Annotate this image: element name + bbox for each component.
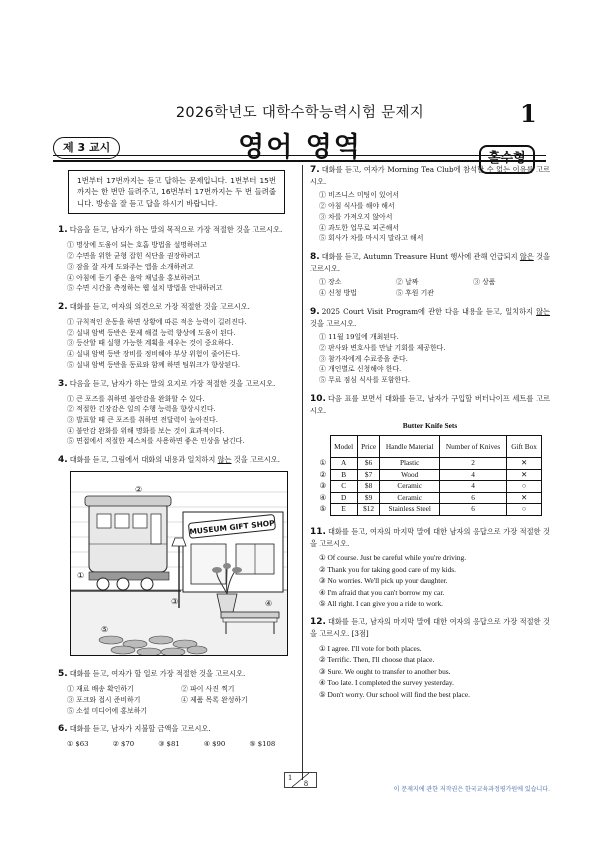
answer-options bbox=[58, 739, 295, 750]
table-row[interactable] bbox=[316, 469, 542, 481]
question-stem-underlined: 않는 bbox=[536, 306, 550, 316]
answer-options bbox=[58, 317, 295, 371]
cell-price: $12 bbox=[357, 504, 380, 516]
option-3[interactable]: ③ 잠을 잘 자게 도와주는 앱을 소개하려고 bbox=[67, 262, 194, 271]
answer-options bbox=[310, 552, 550, 609]
option-2[interactable]: ② 적절한 긴장감은 일의 수행 능력을 향상시킨다. bbox=[67, 405, 216, 414]
option-5[interactable]: ⑤ $108 bbox=[249, 740, 276, 749]
table-title: Butter Knife Sets bbox=[402, 421, 458, 431]
cell-gift-box: ○ bbox=[507, 504, 542, 516]
cell-material: Ceramic bbox=[380, 492, 440, 504]
left-column bbox=[58, 170, 295, 757]
option-1[interactable]: ① $63 bbox=[67, 740, 89, 749]
answer-options bbox=[310, 190, 550, 244]
cell-gift-box: ✕ bbox=[507, 492, 542, 504]
train-car bbox=[71, 496, 181, 591]
option-5[interactable]: ⑤ 후원 기관 bbox=[396, 289, 434, 298]
option-1[interactable]: ① 큰 포즈를 취하면 불안감을 완화할 수 있다. bbox=[67, 394, 205, 403]
question-stem: 대화를 듣고, 그림에서 대화의 내용과 일치하지 bbox=[69, 455, 218, 465]
header-gift-box: Gift Box bbox=[507, 436, 542, 458]
answer-options bbox=[58, 240, 295, 294]
question-stem-end: 것을 고르시오. bbox=[310, 318, 357, 328]
option-2[interactable]: ② 파이 사진 찍기 bbox=[181, 685, 235, 694]
option-5[interactable]: ⑤ 면접에서 적절한 제스처를 사용하면 좋은 인상을 남긴다. bbox=[67, 437, 245, 446]
cell-model: E bbox=[330, 504, 357, 516]
sign-text: MUSEUM GIFT SHOP bbox=[189, 518, 276, 537]
question-11 bbox=[310, 526, 550, 610]
option-5[interactable]: ⑤ 소셜 미디어에 홍보하기 bbox=[67, 706, 148, 715]
option-3[interactable]: ③ $81 bbox=[158, 740, 180, 749]
option-3[interactable]: ③ 참가자에게 수료증을 준다. bbox=[319, 354, 408, 363]
question-number: 2. bbox=[58, 301, 68, 312]
row-number: ③ bbox=[319, 481, 327, 491]
answer-options bbox=[58, 684, 295, 716]
cell-gift-box: ✕ bbox=[507, 469, 542, 481]
cell-knives: 6 bbox=[439, 504, 506, 516]
question-5 bbox=[58, 668, 295, 716]
exam-type-badge: 홀수형 bbox=[479, 145, 535, 174]
option-4[interactable]: ④ Too late. I completed the survey yesterday. bbox=[319, 678, 454, 688]
option-2[interactable]: ② Thank you for taking good care of my kids. bbox=[319, 564, 457, 574]
question-4 bbox=[58, 454, 295, 656]
question-number: 6. bbox=[58, 724, 68, 735]
question-6 bbox=[58, 723, 295, 750]
question-number: 4. bbox=[58, 455, 68, 466]
header-price: Price bbox=[357, 436, 380, 458]
option-5[interactable]: ⑤ 무료 점심 식사를 포함한다. bbox=[319, 376, 411, 385]
option-3[interactable]: ③ 발표할 때 큰 포즈를 취하면 전달력이 높아진다. bbox=[67, 415, 218, 424]
cell-price: $6 bbox=[357, 458, 380, 470]
header-rule-thick bbox=[53, 160, 546, 162]
table-header-row bbox=[316, 436, 542, 458]
question-number: 7. bbox=[310, 165, 320, 175]
option-4[interactable]: ④ 제품 목록 완성하기 bbox=[181, 695, 248, 704]
question-8 bbox=[310, 251, 550, 299]
cell-material: Ceramic bbox=[380, 481, 440, 493]
question-stem-end: 이유를 고르시오. bbox=[310, 165, 550, 187]
option-5[interactable]: ⑤ Don't worry. Our school will find the best place. bbox=[319, 689, 470, 699]
header-blank bbox=[316, 436, 330, 458]
butter-knife-table bbox=[316, 435, 542, 516]
total-pages: 8 bbox=[304, 779, 308, 788]
question-stem-underlined: 없는 bbox=[496, 165, 511, 174]
option-4[interactable]: ④ 아침에 듣기 좋은 음악 채널을 홍보하려고 bbox=[67, 273, 201, 282]
question-stem: 대화를 듣고, 여자가 Morning Tea Club에 참석할 수 bbox=[321, 165, 497, 174]
header-knives: Number of Knives bbox=[439, 436, 506, 458]
option-4[interactable]: ④ 과도한 업무로 피곤해서 bbox=[319, 223, 400, 232]
option-1[interactable]: ① 비즈니스 미팅이 있어서 bbox=[319, 191, 400, 200]
cell-gift-box: ✕ bbox=[507, 458, 542, 470]
cell-price: $9 bbox=[357, 492, 380, 504]
option-2[interactable]: ② 판사와 변호사를 만날 기회를 제공한다. bbox=[319, 344, 446, 353]
row-number: ⑤ bbox=[319, 504, 327, 514]
row-number: ② bbox=[319, 469, 327, 479]
option-1[interactable]: ① 규칙적인 운동을 하면 상황에 따른 적응 능력이 길러진다. bbox=[67, 318, 247, 327]
cell-model: C bbox=[330, 481, 357, 493]
header-material: Handle Material bbox=[380, 436, 440, 458]
cell-knives: 4 bbox=[439, 481, 506, 493]
table-row[interactable] bbox=[316, 458, 542, 470]
question-10 bbox=[310, 393, 550, 516]
option-5[interactable]: ⑤ 회사가 차를 마시지 말라고 해서 bbox=[319, 234, 424, 243]
label-4: ④ bbox=[265, 599, 273, 609]
question-stem: 대화를 듣고, 여자의 마지막 말에 대한 남자의 응답으로 가장 적절한 것을 고르시오. bbox=[310, 526, 550, 548]
option-3[interactable]: ③ 차를 가져오지 않아서 bbox=[319, 212, 393, 221]
cell-knives: 6 bbox=[439, 492, 506, 504]
option-2[interactable]: ② Terrific. Then, I'll choose that place. bbox=[319, 655, 435, 665]
question-stem: 2025 Court Visit Program에 관한 다음 내용을 듣고, 일치하지 bbox=[321, 306, 537, 316]
question-stem-end: 것을 고르시오. bbox=[231, 455, 281, 465]
question-number: 5. bbox=[58, 669, 68, 680]
option-4[interactable]: ④ 실내 암벽 등반 장비를 정비해야 부상 위험이 줄어든다. bbox=[67, 350, 241, 359]
cell-material: Wood bbox=[380, 469, 440, 481]
option-1[interactable]: ① 장소 bbox=[319, 278, 342, 287]
question-1 bbox=[58, 224, 295, 294]
question-number: 11. bbox=[310, 526, 326, 537]
option-5[interactable]: ⑤ All right. I can give you a ride to work. bbox=[319, 598, 444, 608]
question-stem: 대화를 듣고, 남자의 마지막 말에 대한 여자의 응답으로 가장 적절한 것을 고르시오. [3점] bbox=[310, 617, 550, 639]
copyright-notice: 이 문제지에 관한 저작권은 한국교육과정평가원에 있습니다. bbox=[393, 786, 550, 793]
museum-illustration bbox=[70, 471, 288, 656]
question-12 bbox=[310, 616, 550, 700]
option-5[interactable]: ⑤ 실내 암벽 등반을 동료와 함께 하면 팀워크가 향상된다. bbox=[67, 360, 241, 369]
option-2[interactable]: ② 실내 암벽 등반은 문제 해결 능력 향상에 도움이 된다. bbox=[67, 328, 236, 337]
option-3[interactable]: ③ Sure. We ought to transfer to another bus. bbox=[319, 666, 451, 676]
answer-options bbox=[310, 643, 550, 700]
cell-model: A bbox=[330, 458, 357, 470]
cell-price: $7 bbox=[357, 469, 380, 481]
label-2: ② bbox=[135, 485, 143, 495]
cell-price: $8 bbox=[357, 481, 380, 493]
question-number: 10. bbox=[310, 393, 326, 404]
option-1[interactable]: ① 11월 19일에 개최된다. bbox=[319, 333, 399, 342]
question-stem-end: 것을 고르시오. bbox=[310, 252, 550, 274]
answer-options bbox=[58, 394, 295, 448]
question-stem: 다음을 듣고, 남자가 하는 말의 목적으로 가장 적절한 것을 고르시오. bbox=[69, 225, 283, 235]
cell-knives: 4 bbox=[439, 469, 506, 481]
subject-title: 영어 영역 bbox=[238, 132, 362, 163]
question-9 bbox=[310, 306, 550, 386]
question-number: 8. bbox=[310, 252, 320, 262]
option-3[interactable]: ③ No worries. We'll pick up your daughter. bbox=[319, 576, 448, 586]
current-page: 1 bbox=[288, 773, 292, 782]
option-4[interactable]: ④ I'm afraid that you can't borrow my car. bbox=[319, 587, 445, 597]
option-1[interactable]: ① I agree. I'll vote for both places. bbox=[319, 643, 422, 653]
session-label: 제 3 교시 bbox=[53, 137, 120, 159]
cell-model: D bbox=[330, 492, 357, 504]
option-4[interactable]: ④ 신청 방법 bbox=[319, 289, 357, 298]
question-2 bbox=[58, 301, 295, 371]
question-stem-underlined: 않는 bbox=[217, 455, 232, 465]
header-rule-thin bbox=[53, 155, 546, 156]
row-number: ④ bbox=[319, 492, 327, 502]
listening-instructions: 1번부터 17번까지는 듣고 답하는 문제입니다. 1번부터 15번까지는 한 번만 들려주고, 16번부터 17번까지는 두 번 들려줍니다. 방송을 잘 듣고 답을 하시기 바랍니다. bbox=[68, 170, 285, 214]
column-divider bbox=[302, 165, 303, 780]
header-model: Model bbox=[330, 436, 357, 458]
page-indicator bbox=[284, 772, 317, 788]
question-stem: 대화를 듣고, Autumn Treasure Hunt 행사에 관해 언급되지 bbox=[321, 252, 520, 261]
label-5: ⑤ bbox=[101, 625, 109, 635]
exam-title: 2026학년도 대학수학능력시험 문제지 bbox=[175, 105, 425, 121]
label-3: ③ bbox=[171, 597, 179, 607]
row-number: ① bbox=[319, 458, 327, 468]
question-number: 1. bbox=[58, 225, 68, 236]
question-stem: 대화를 듣고, 여자의 의견으로 가장 적절한 것을 고르시오. bbox=[69, 301, 250, 311]
question-3 bbox=[58, 378, 295, 448]
option-2[interactable]: ② 수면을 위한 균형 잡힌 식단을 권장하려고 bbox=[67, 252, 201, 261]
option-4[interactable]: ④ 개인별로 신청해야 한다. bbox=[319, 365, 402, 374]
label-1: ① bbox=[77, 571, 85, 581]
cell-model: B bbox=[330, 469, 357, 481]
table-row[interactable] bbox=[316, 504, 542, 516]
question-number: 3. bbox=[58, 378, 68, 389]
answer-options bbox=[310, 332, 550, 386]
right-column bbox=[310, 164, 550, 707]
option-3[interactable]: ③ 상품 bbox=[473, 278, 496, 287]
question-7 bbox=[310, 164, 550, 244]
table-row[interactable] bbox=[316, 481, 542, 493]
option-1[interactable]: ① Of course. Just be careful while you're driving. bbox=[319, 553, 467, 563]
option-5[interactable]: ⑤ 수면 시간을 측정하는 웹 설치 방법을 안내하려고 bbox=[67, 284, 223, 293]
question-number: 9. bbox=[310, 306, 320, 317]
option-1[interactable]: ① 재료 배송 확인하기 bbox=[67, 685, 134, 694]
question-number: 12. bbox=[310, 617, 326, 628]
answer-options bbox=[310, 277, 550, 298]
museum-scene-image bbox=[71, 472, 288, 656]
cell-gift-box: ○ bbox=[507, 481, 542, 493]
question-stem: 대화를 듣고, 여자가 할 일로 가장 적절한 것을 고르시오. bbox=[69, 669, 246, 679]
table-row[interactable] bbox=[316, 492, 542, 504]
option-2[interactable]: ② $70 bbox=[112, 740, 135, 749]
option-1[interactable]: ① 명상에 도움이 되는 호흡 방법을 설명하려고 bbox=[67, 241, 207, 250]
question-stem: 대화를 듣고, 남자가 지불할 금액을 고르시오. bbox=[69, 724, 211, 734]
question-stem: 다음 표를 보면서 대화를 듣고, 남자가 구입할 버터나이프 세트를 고르시오. bbox=[310, 393, 550, 415]
option-3[interactable]: ③ 등산할 때 실행 가능한 계획을 세우는 것이 중요하다. bbox=[67, 339, 234, 348]
option-2[interactable]: ② 아침 식사를 해야 해서 bbox=[319, 202, 395, 211]
option-2[interactable]: ② 날짜 bbox=[396, 278, 419, 287]
option-3[interactable]: ③ 포크와 접시 준비하기 bbox=[67, 695, 141, 704]
question-stem: 다음을 듣고, 남자가 하는 말의 요지로 가장 적절한 것을 고르시오. bbox=[69, 378, 276, 388]
cell-material: Plastic bbox=[380, 458, 440, 470]
page-number: 1 bbox=[520, 99, 537, 128]
option-4[interactable]: ④ $90 bbox=[203, 740, 226, 749]
cell-material: Stainless Steel bbox=[380, 504, 440, 516]
question-stem-underlined: 않은 bbox=[519, 252, 534, 261]
cell-knives: 2 bbox=[439, 458, 506, 470]
option-4[interactable]: ④ 불안감 완화를 위해 명화를 보는 것이 효과적이다. bbox=[67, 426, 225, 435]
